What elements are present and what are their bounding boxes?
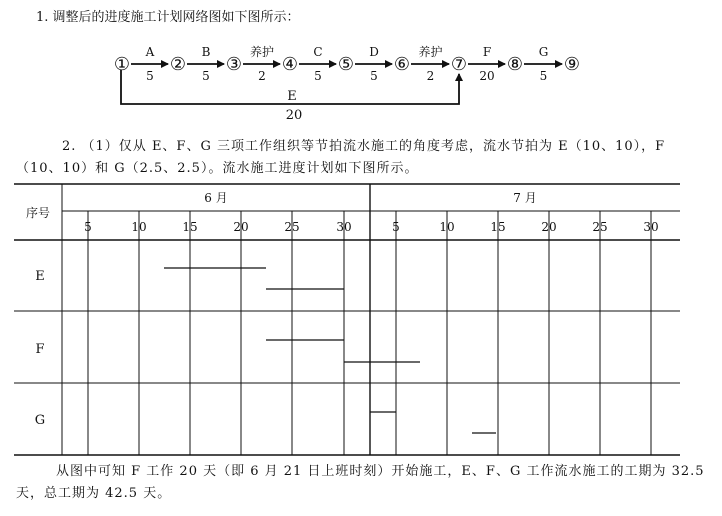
network-arrow-duration: 2 [426, 69, 435, 83]
network-arrow-duration: 5 [314, 69, 322, 83]
network-arrow-duration: 5 [202, 69, 210, 83]
month-july: 7 月 [513, 191, 537, 205]
network-arrow-label: C [313, 45, 323, 59]
section-1-title: 1. 调整后的进度施工计划网络图如下图所示： [36, 10, 300, 25]
network-arrow-label: 养护 [249, 45, 275, 59]
network-node-1: ① [113, 54, 131, 75]
day-label-july: 25 [592, 220, 608, 234]
network-arrow-label: F [482, 45, 492, 59]
network-node-9: ⑨ [563, 54, 581, 75]
network-arrow-label: A [145, 45, 155, 59]
network-arrow-label: B [201, 45, 211, 59]
network-arrow-label: 养护 [418, 45, 443, 59]
network-arrow-duration: 5 [370, 69, 378, 83]
network-node-2: ② [169, 54, 187, 75]
section-2-text: 2. （1）仅从 E、F、G 三项工作组织等节拍流水施工的角度考虑，流水节拍为 E（10、10），F（10、10）和 G（2.5、2.5）。流水施工进度计划如下图所示。 [16, 139, 666, 176]
day-label-june: 25 [284, 220, 300, 234]
network-node-3: ③ [225, 54, 243, 75]
network-node-8: ⑧ [506, 54, 524, 75]
conclusion-text: 从图中可知 F 工作 20 天（即 6 月 21 日上班时刻）开始施工，E、F、G 工作流水施工的工期为 32.5 天，总工期为 42.5 天。 [16, 464, 705, 501]
network-node-7: ⑦ [450, 54, 468, 75]
network-node-5: ⑤ [337, 54, 355, 75]
network-arrow-duration: 20 [479, 69, 495, 83]
row-label-f: F [35, 342, 45, 357]
day-label-july: 5 [392, 220, 400, 234]
network-arrow-duration: 5 [146, 69, 154, 83]
network-arrow-label: D [369, 45, 379, 59]
day-label-june: 20 [233, 220, 249, 234]
network-node-4: ④ [281, 54, 299, 75]
network-arrow-duration: 2 [258, 69, 266, 83]
day-label-july: 15 [490, 220, 506, 234]
day-label-june: 10 [131, 220, 147, 234]
day-label-july: 20 [541, 220, 557, 234]
network-node-6: ⑥ [393, 54, 411, 75]
row-header-label: 序号 [25, 206, 51, 220]
row-label-g: G [34, 413, 46, 428]
month-june: 6 月 [204, 191, 228, 205]
day-label-june: 30 [336, 220, 352, 234]
network-arrow-label: G [538, 45, 549, 59]
day-label-july: 10 [439, 220, 455, 234]
day-label-june: 5 [84, 220, 92, 234]
row-label-e: E [35, 269, 45, 284]
day-label-july: 30 [643, 220, 659, 234]
bypass-duration: 20 [285, 108, 303, 123]
network-arrow-duration: 5 [539, 69, 548, 83]
day-label-june: 15 [182, 220, 198, 234]
bypass-label: E [287, 89, 297, 104]
